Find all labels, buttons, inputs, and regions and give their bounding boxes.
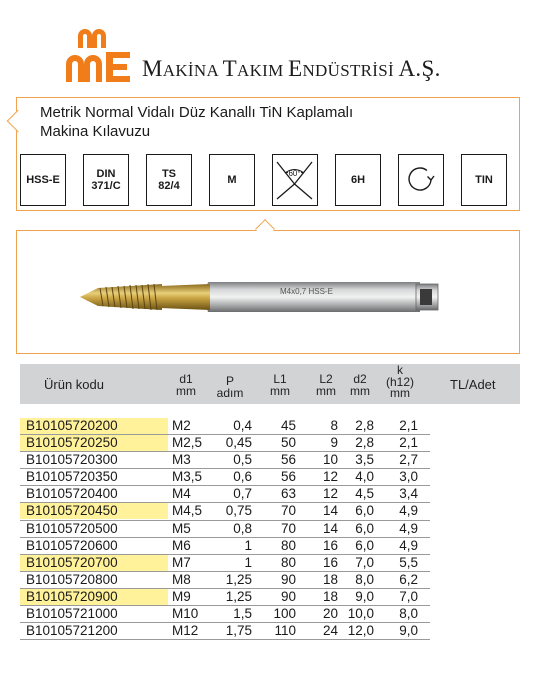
cell-l1: 90	[280, 571, 296, 587]
table-row	[20, 606, 430, 623]
product-code-cell: B10105720600	[26, 537, 118, 553]
spec-rotation	[398, 154, 444, 206]
cell-l1: 50	[280, 435, 296, 451]
cell-p: 0,75	[225, 503, 252, 519]
cell-l1: 100	[273, 606, 296, 622]
cell-l1: 70	[280, 503, 296, 519]
table-row	[20, 555, 430, 572]
product-code-cell: B10105720350	[26, 469, 118, 485]
product-code-cell: B10105720800	[26, 571, 118, 587]
spec-icon-row	[20, 154, 516, 206]
spec-din: DIN 371/C	[83, 154, 129, 206]
cell-d2: 6,0	[355, 503, 374, 519]
product-code-cell: B10105721000	[26, 606, 118, 622]
cell-k: 2,7	[399, 452, 418, 468]
spec-6h: 6H	[335, 154, 381, 206]
table-row	[20, 469, 430, 486]
product-code-cell: B10105720700	[20, 555, 168, 571]
cell-l1: 70	[280, 520, 296, 536]
cell-k: 2,1	[399, 418, 418, 433]
cell-p: 1	[244, 554, 252, 570]
cell-p: 0,6	[233, 469, 252, 485]
cell-d1: M2,5	[172, 435, 203, 451]
cell-k: 9,0	[399, 623, 418, 639]
product-title-line-2: Makina Kılavuzu	[40, 123, 151, 140]
cell-p: 1,25	[225, 588, 252, 604]
cell-d1: M4	[172, 486, 191, 502]
table-row	[20, 538, 430, 555]
cell-l2: 20	[322, 606, 338, 622]
clockwise-rotation-icon	[406, 165, 436, 195]
company-name: MAKİNA TAKIM ENDÜSTRİSİ A.Ş.	[142, 56, 441, 81]
cell-k: 5,5	[399, 554, 418, 570]
cell-k: 3,0	[399, 469, 418, 485]
product-code-cell: B10105720900	[20, 589, 168, 605]
cell-p: 1	[244, 537, 252, 553]
cell-d1: M8	[172, 571, 191, 587]
cell-d2: 4,0	[355, 469, 374, 485]
spec-ts: TS 82/4	[146, 154, 192, 206]
cell-p: 0,8	[233, 520, 252, 536]
header-price: TL/Adet	[450, 377, 496, 392]
table-row	[20, 572, 430, 589]
cell-l1: 90	[280, 588, 296, 604]
table-row	[20, 589, 430, 606]
cell-d2: 10,0	[347, 606, 374, 622]
cell-p: 0,7	[233, 486, 252, 502]
cell-l2: 16	[322, 537, 338, 553]
cell-d2: 7,0	[355, 554, 374, 570]
header-d1: d1 mm	[176, 372, 196, 398]
cell-d2: 4,5	[355, 486, 374, 502]
cell-d2: 2,8	[355, 435, 374, 451]
cell-k: 4,9	[399, 503, 418, 519]
cell-d2: 12,0	[347, 623, 374, 639]
table-header	[20, 364, 520, 404]
product-code-cell: B10105720200	[20, 418, 168, 434]
machine-tap-image	[70, 262, 460, 332]
product-code-cell: B10105720250	[20, 435, 168, 451]
table-row	[20, 486, 430, 503]
cell-d1: M2	[172, 418, 191, 433]
cell-k: 4,9	[399, 520, 418, 536]
header-d2: d2 mm	[350, 372, 370, 398]
cell-d1: M3	[172, 452, 191, 468]
table-row	[20, 623, 430, 640]
cell-l2: 12	[322, 469, 338, 485]
cell-k: 4,9	[399, 537, 418, 553]
cell-p: 0,4	[233, 418, 252, 433]
cell-l1: 80	[280, 554, 296, 570]
cell-l2: 10	[322, 452, 338, 468]
spec-m: M	[209, 154, 255, 206]
cell-d2: 2,8	[355, 418, 374, 433]
product-title-line-1: Metrik Normal Vidalı Düz Kanallı TiN Kaplamalı	[40, 104, 354, 121]
cell-p: 1,75	[225, 623, 252, 639]
cell-l1: 63	[280, 486, 296, 502]
cell-l1: 80	[280, 537, 296, 553]
header-k: k (h12) mm	[385, 363, 414, 400]
company-logo	[64, 22, 134, 84]
cell-l2: 14	[322, 520, 338, 536]
cell-d1: M5	[172, 520, 191, 536]
cell-k: 3,4	[399, 486, 418, 502]
cell-p: 0,45	[225, 435, 252, 451]
cell-k: 8,0	[399, 606, 418, 622]
cell-d1: M10	[172, 606, 199, 622]
cell-l1: 56	[280, 469, 296, 485]
cell-d1: M9	[172, 588, 191, 604]
cell-k: 7,0	[399, 588, 418, 604]
header-p: P adım	[216, 374, 244, 400]
cell-d1: M6	[172, 537, 191, 553]
cell-d2: 3,5	[355, 452, 374, 468]
cell-l2: 8	[330, 418, 338, 433]
product-table-body	[20, 418, 430, 640]
product-code-cell: B10105720500	[26, 520, 118, 536]
cell-d1: M12	[172, 623, 199, 639]
cell-p: 1,25	[225, 571, 252, 587]
cell-l2: 12	[322, 486, 338, 502]
cell-k: 2,1	[399, 435, 418, 451]
cell-d2: 9,0	[355, 588, 374, 604]
spec-hss-e: HSS-E	[20, 154, 66, 206]
cell-l2: 18	[322, 571, 338, 587]
spec-angle: 60°	[272, 154, 318, 206]
table-row	[20, 435, 430, 452]
cell-d2: 6,0	[355, 537, 374, 553]
product-code-cell: B10105720300	[26, 452, 118, 468]
cell-l1: 45	[280, 418, 296, 433]
cell-p: 1,5	[233, 606, 252, 622]
cell-l1: 110	[274, 623, 296, 639]
cell-l2: 24	[322, 623, 338, 639]
cell-l2: 18	[322, 588, 338, 604]
header-l2: L2 mm	[316, 372, 336, 398]
spec-tin: TIN	[461, 154, 507, 206]
header-l1: L1 mm	[270, 372, 290, 398]
table-row	[20, 521, 430, 538]
cell-l2: 16	[322, 554, 338, 570]
cell-d1: M7	[172, 554, 191, 570]
product-code-cell: B10105720450	[20, 503, 168, 519]
product-code-cell: B10105720400	[26, 486, 118, 502]
tool-marking-text: M4x0,7 HSS-E	[280, 287, 333, 296]
cell-l2: 9	[330, 435, 338, 451]
table-row	[20, 503, 430, 520]
table-row	[20, 452, 430, 469]
table-row	[20, 418, 430, 435]
product-title	[40, 103, 353, 141]
cell-l2: 14	[322, 503, 338, 519]
cell-d2: 8,0	[355, 571, 374, 587]
header-code: Ürün kodu	[44, 377, 104, 392]
cell-d1: M3,5	[172, 469, 203, 485]
cell-p: 0,5	[233, 452, 252, 468]
product-code-cell: B10105721200	[26, 623, 118, 639]
cell-k: 6,2	[399, 571, 418, 587]
cell-l1: 56	[280, 452, 296, 468]
cell-d2: 6,0	[355, 520, 374, 536]
cell-d1: M4,5	[172, 503, 203, 519]
